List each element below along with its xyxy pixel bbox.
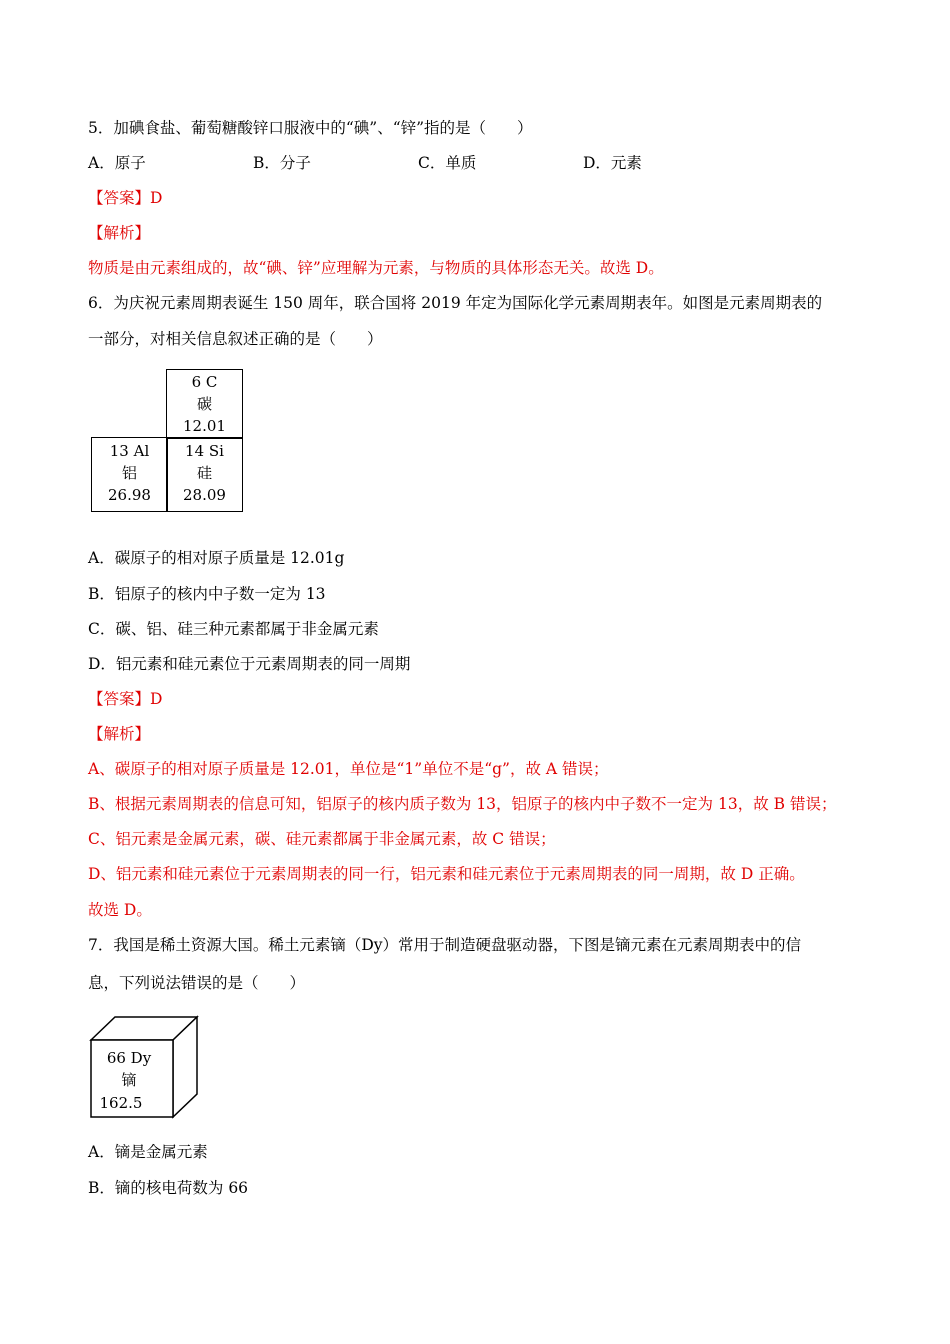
q6-analysis-label: 【解析】 <box>88 725 151 743</box>
q6-analysis-line: 故选 D。 <box>88 901 152 919</box>
q6-option-b: B．铝原子的核内中子数一定为 13 <box>88 585 326 603</box>
element-cell-aluminum <box>91 437 168 512</box>
q6-analysis-line: D、铝元素和硅元素位于元素周期表的同一行，铝元素和硅元素位于元素周期表的同一周期，故 D 正确。 <box>88 865 805 883</box>
q6-analysis-line: C、铝元素是金属元素，碳、硅元素都属于非金属元素，故 C 错误； <box>88 830 556 848</box>
q7-option-b: B．镝的核电荷数为 66 <box>88 1179 249 1197</box>
q6-stem-line: 6．为庆祝元素周期表诞生 150 周年，联合国将 2019 年定为国际化学元素周期表年。如图是元素周期表的 <box>88 294 823 312</box>
q6-analysis-line: B、根据元素周期表的信息可知，铝原子的核内质子数为 13，铝原子的核内中子数不一定为 13，故 B 错误； <box>88 795 837 813</box>
element-name: 镝 <box>121 1071 137 1089</box>
element-number-symbol: 66 Dy <box>106 1049 152 1067</box>
q5-answer: 【答案】D <box>88 189 163 207</box>
q5-option-a: A．原子 <box>88 154 146 172</box>
q7-stem-line: 7．我国是稀土资源大国。稀土元素镝（Dy）常用于制造硬盘驱动器，下图是镝元素在元素周期表中的信 <box>88 936 802 954</box>
q5-analysis-line: 物质是由元素组成的，故“碘、锌”应理解为元素，与物质的具体形态无关。故选 D。 <box>88 259 664 277</box>
q7-stem-line: 息，下列说法错误的是（ ） <box>88 974 306 992</box>
element-name: 碳 <box>196 395 212 413</box>
element-name: 铝 <box>121 464 137 482</box>
element-mass: 26.98 <box>108 486 151 504</box>
element-number-symbol: 13 Al <box>109 442 150 460</box>
element-mass: 28.09 <box>183 486 226 504</box>
element-name: 硅 <box>196 464 212 482</box>
element-mass: 12.01 <box>183 417 226 435</box>
q7-option-a: A．镝是金属元素 <box>88 1143 208 1161</box>
q6-stem-line: 一部分，对相关信息叙述正确的是（ ） <box>88 330 383 348</box>
element-cell-carbon <box>166 369 243 439</box>
element-number-symbol: 6 C <box>191 373 218 391</box>
q5-option-d: D．元素 <box>583 154 642 172</box>
q6-answer: 【答案】D <box>88 690 163 708</box>
q5-stem: 5．加碘食盐、葡萄糖酸锌口服液中的“碘”、“锌”指的是（ ） <box>88 119 533 137</box>
q7-element-cube-figure <box>85 1012 205 1124</box>
q6-analysis-line: A、碳原子的相对原子质量是 12.01，单位是“1”单位不是“g”，故 A 错误； <box>88 760 609 778</box>
q5-option-c: C．单质 <box>418 154 477 172</box>
q5-option-b: B．分子 <box>253 154 311 172</box>
q6-option-a: A．碳原子的相对原子质量是 12.01g <box>88 549 345 567</box>
element-mass: 162.5 <box>99 1094 143 1112</box>
q6-option-d: D．铝元素和硅元素位于元素周期表的同一周期 <box>88 655 411 673</box>
element-cell-silicon <box>166 437 243 512</box>
element-number-symbol: 14 Si <box>185 442 224 460</box>
q6-option-c: C．碳、铝、硅三种元素都属于非金属元素 <box>88 620 379 638</box>
q5-analysis-label: 【解析】 <box>88 224 151 242</box>
